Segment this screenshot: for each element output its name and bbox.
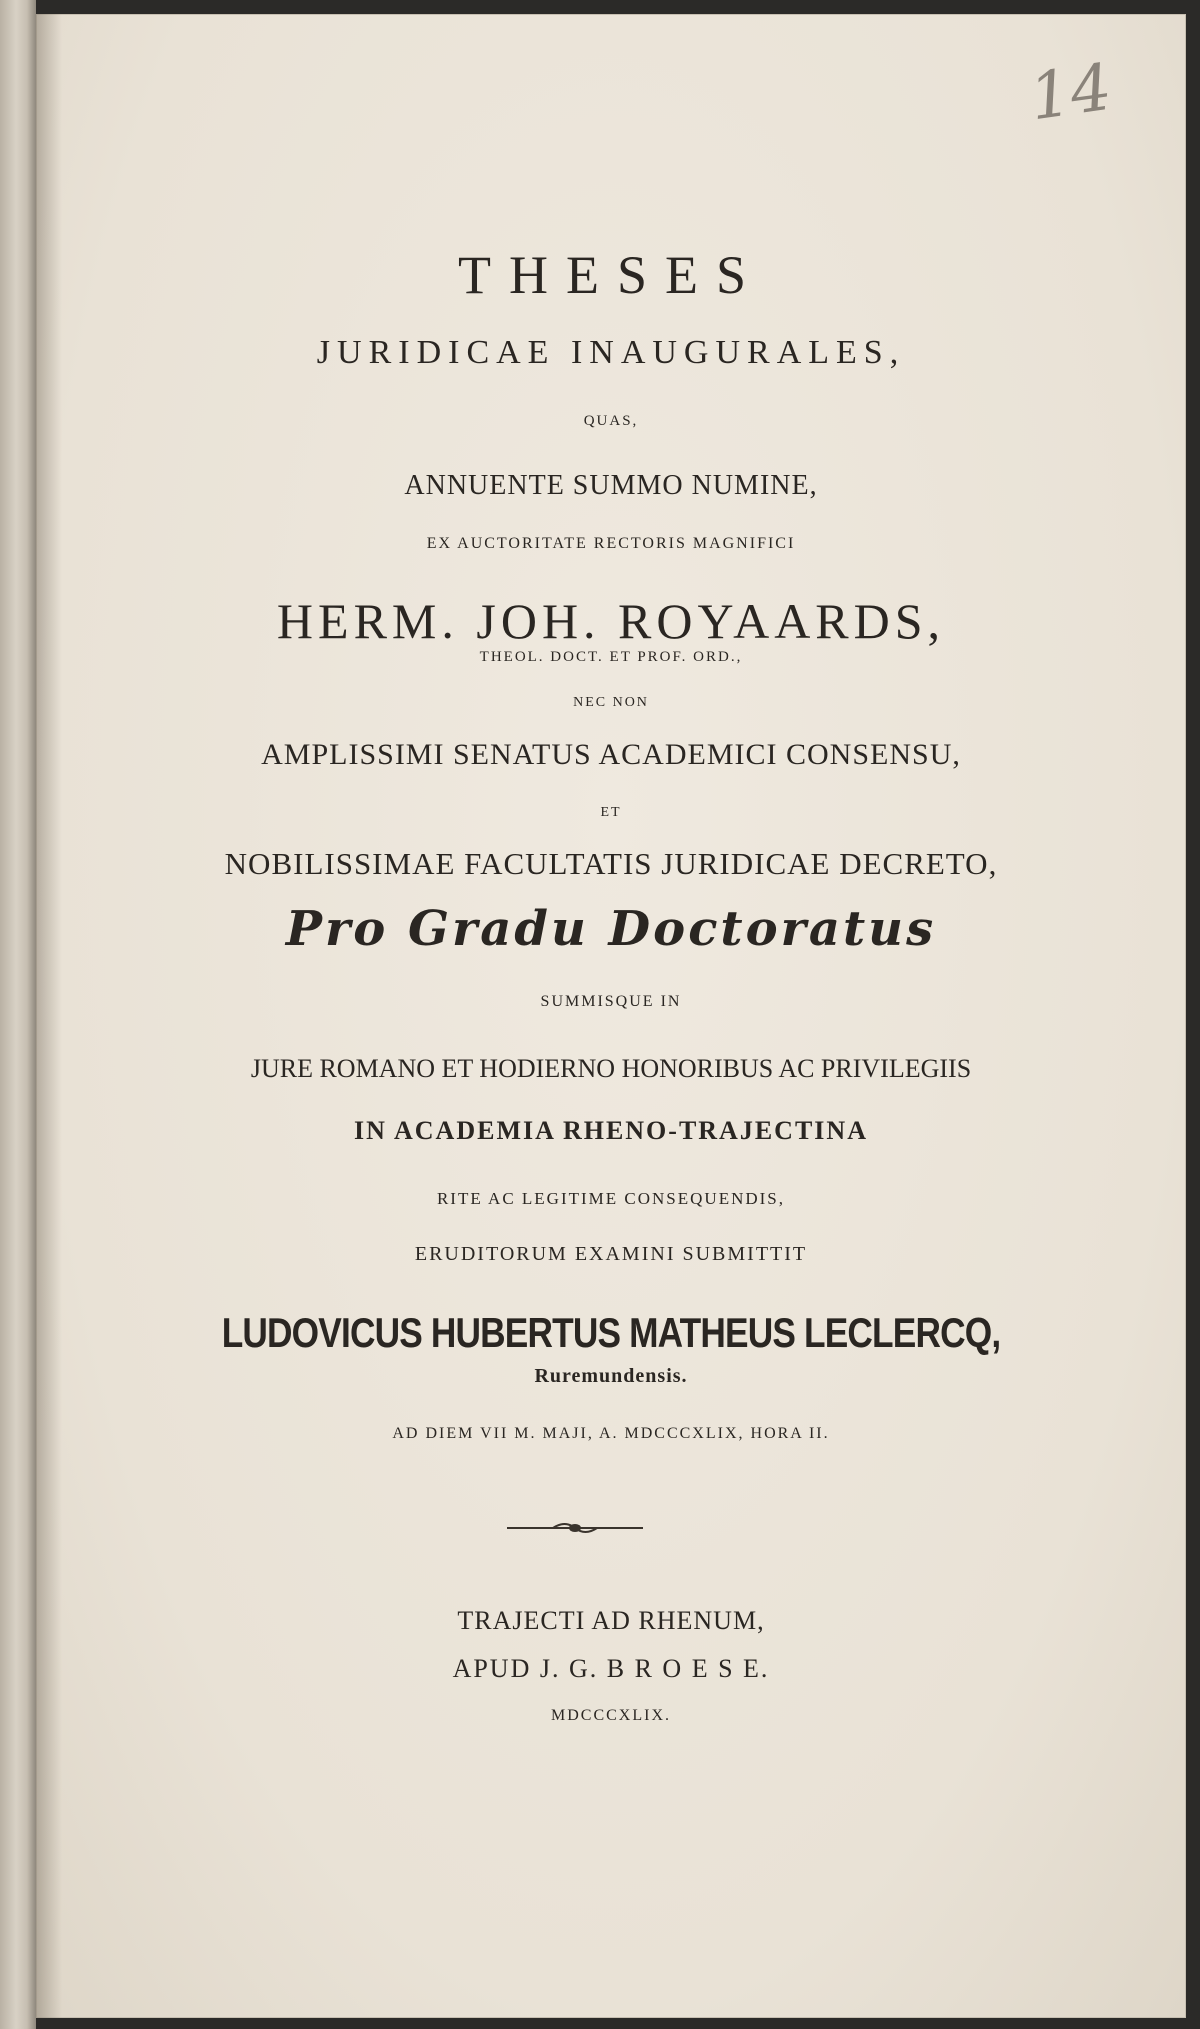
pro-gradu-heading: Pro Gradu Doctoratus <box>285 901 937 957</box>
place-line: TRAJECTI AD RHENUM, <box>457 1606 765 1635</box>
previous-leaf-edge <box>0 0 36 2029</box>
publisher-line: APUD J. G. B R O E S E. <box>452 1654 770 1683</box>
eruditorum-line: ERUDITORUM EXAMINI SUBMITTIT <box>414 1243 808 1265</box>
rite-line: RITE AC LEGITIME CONSEQUENDIS, <box>436 1189 786 1208</box>
quas-line: QUAS, <box>583 413 639 429</box>
facultatis-line: NOBILISSIMAE FACULTATIS JURIDICAE DECRETO, <box>224 846 998 881</box>
et-line: ET <box>600 805 622 820</box>
date-line: AD DIEM VII M. MAJI, A. MDCCCXLIX, HORA II. <box>392 1425 830 1442</box>
year-line: MDCCCXLIX. <box>550 1707 671 1724</box>
annuente-line: ANNUENTE SUMMO NUMINE, <box>404 470 818 501</box>
senatus-line: AMPLISSIMI SENATUS ACADEMICI CONSENSU, <box>261 738 961 771</box>
subtitle: JURIDICAE INAUGURALES, <box>316 334 906 371</box>
title: THESES <box>457 245 765 305</box>
nec-non-line: NEC NON <box>573 695 649 710</box>
auctoritate-line: EX AUCTORITATE RECTORIS MAGNIFICI <box>426 535 796 552</box>
academia-line: IN ACADEMIA RHENO-TRAJECTINA <box>354 1116 868 1145</box>
rector-name: HERM. JOH. ROYAARDS, <box>276 593 946 649</box>
rector-title: THEOL. DOCT. ET PROF. ORD., <box>479 649 743 665</box>
ornamental-rule <box>505 1516 645 1540</box>
handwritten-page-number: 14 <box>1025 50 1117 136</box>
jure-line: JURE ROMANO ET HODIERNO HONORIBUS AC PRIVILEGIIS <box>250 1054 972 1083</box>
summisque-line: SUMMISQUE IN <box>540 993 682 1010</box>
author-origin: Ruremundensis. <box>534 1365 688 1387</box>
author-name: LUDOVICUS HUBERTUS MATHEUS LECLERCQ, <box>221 1309 1001 1356</box>
